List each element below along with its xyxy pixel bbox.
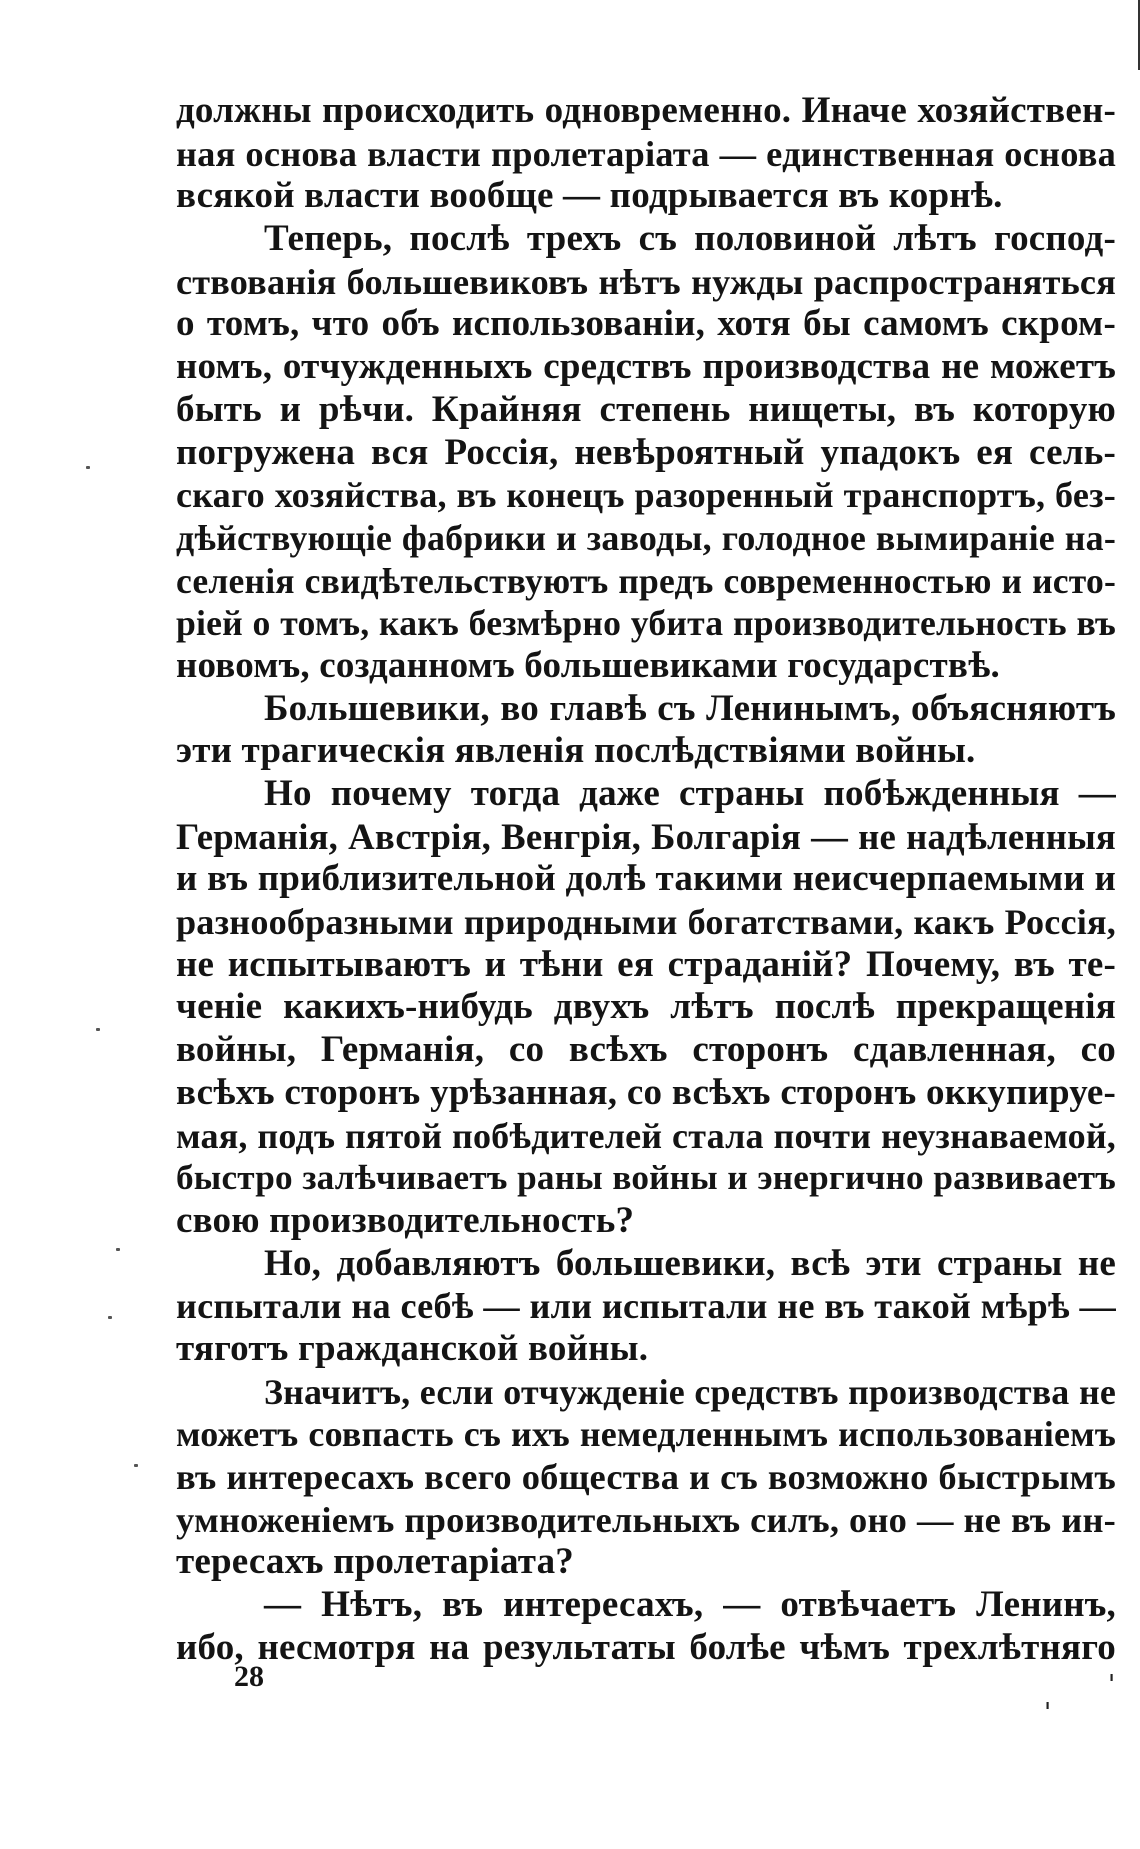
text-line: и въ приблизительной долѣ такими неисчерпаемыми и xyxy=(176,858,1116,900)
text-line: номъ, отчужденныхъ средствъ производства не можетъ xyxy=(176,346,1116,388)
text-line: тяготъ гражданской войны. xyxy=(176,1327,649,1369)
text-line: свою производительность? xyxy=(176,1199,635,1241)
text-line: Большевики, во главѣ съ Ленинымъ, объясняютъ xyxy=(264,687,1116,729)
text-line: ибо, несмотря на результаты болѣе чѣмъ трехлѣтняго xyxy=(176,1626,1116,1668)
text-line: умноженіемъ производительныхъ силъ, оно — не въ ин- xyxy=(176,1499,1116,1540)
text-line: въ интересахъ всего общества и съ возможно быстрымъ xyxy=(176,1457,1116,1497)
text-line: всѣхъ сторонъ урѣзанная, со всѣхъ сторонъ оккупируе- xyxy=(176,1071,1116,1113)
text-line: войны, Германія, со всѣхъ сторонъ сдавленная, со xyxy=(176,1029,1116,1071)
page-speck xyxy=(108,1316,112,1319)
text-line: должны происходить одновременно. Иначе хозяйствен- xyxy=(176,90,1116,131)
text-line: погружена вся Россія, невѣроятный упадокъ ея сель- xyxy=(176,431,1116,473)
text-line: ріей о томъ, какъ безмѣрно убита производительность въ xyxy=(176,603,1116,644)
text-line: всякой власти вообще — подрывается въ корнѣ. xyxy=(176,175,1003,217)
text-line: не испытываютъ и тѣни ея страданій? Почему, въ те- xyxy=(176,943,1116,985)
text-line: быстро залѣчиваетъ раны войны и энергично развиваетъ xyxy=(176,1158,1116,1198)
text-line: новомъ, созданномъ большевиками государствѣ. xyxy=(176,644,1000,686)
text-line: Теперь, послѣ трехъ съ половиной лѣтъ господ- xyxy=(264,218,1116,260)
text-line: эти трагическія явленія послѣдствіями войны. xyxy=(176,730,976,772)
page-number: 28 xyxy=(234,1660,264,1693)
margin-mark: ' xyxy=(1044,1698,1052,1728)
text-line: Но почему тогда даже страны побѣжденныя — xyxy=(264,773,1116,814)
text-line: ченіе какихъ-нибудь двухъ лѣтъ послѣ прекращенія xyxy=(176,986,1116,1028)
text-line: можетъ совпасть съ ихъ немедленнымъ использованіемъ xyxy=(176,1414,1116,1455)
page-speck xyxy=(116,1248,120,1251)
text-line: селенія свидѣтельствуютъ предъ современностью и исто- xyxy=(176,560,1116,601)
margin-mark: ' xyxy=(1108,1670,1116,1700)
text-line: быть и рѣчи. Крайняя степень нищеты, въ которую xyxy=(176,388,1116,430)
text-line: испытали на себѣ — или испытали не въ такой мѣрѣ — xyxy=(176,1286,1116,1327)
text-line: Германія, Австрія, Венгрія, Болгарія — не надѣленныя xyxy=(176,815,1116,857)
text-line: скаго хозяйства, въ конецъ разоренный транспортъ, без- xyxy=(176,475,1116,516)
page-speck xyxy=(86,466,90,469)
page-speck xyxy=(96,1028,100,1031)
text-line: ствованія большевиковъ нѣтъ нужды распространяться xyxy=(176,261,1116,302)
text-line: — Нѣтъ, въ интересахъ, — отвѣчаетъ Ленинъ, xyxy=(264,1584,1116,1626)
text-line: мая, подъ пятой побѣдителей стала почти неузнаваемой, xyxy=(176,1115,1116,1156)
body-text xyxy=(176,90,1116,1669)
text-line: тересахъ пролетаріата? xyxy=(176,1541,574,1583)
text-line: Значитъ, если отчужденіе средствъ производства не xyxy=(264,1371,1116,1412)
text-line: разнообразными природными богатствами, какъ Россія, xyxy=(176,902,1116,943)
text-line: Но, добавляютъ большевики, всѣ эти страны не xyxy=(264,1242,1116,1284)
text-line: о томъ, что объ использованіи, хотя бы самомъ скром- xyxy=(176,303,1116,345)
text-line: дѣйствующіе фабрики и заводы, голодное вымираніе на- xyxy=(176,517,1116,558)
page-speck xyxy=(134,1464,138,1467)
text-line: ная основа власти пролетаріата — единственная основа xyxy=(176,133,1116,174)
